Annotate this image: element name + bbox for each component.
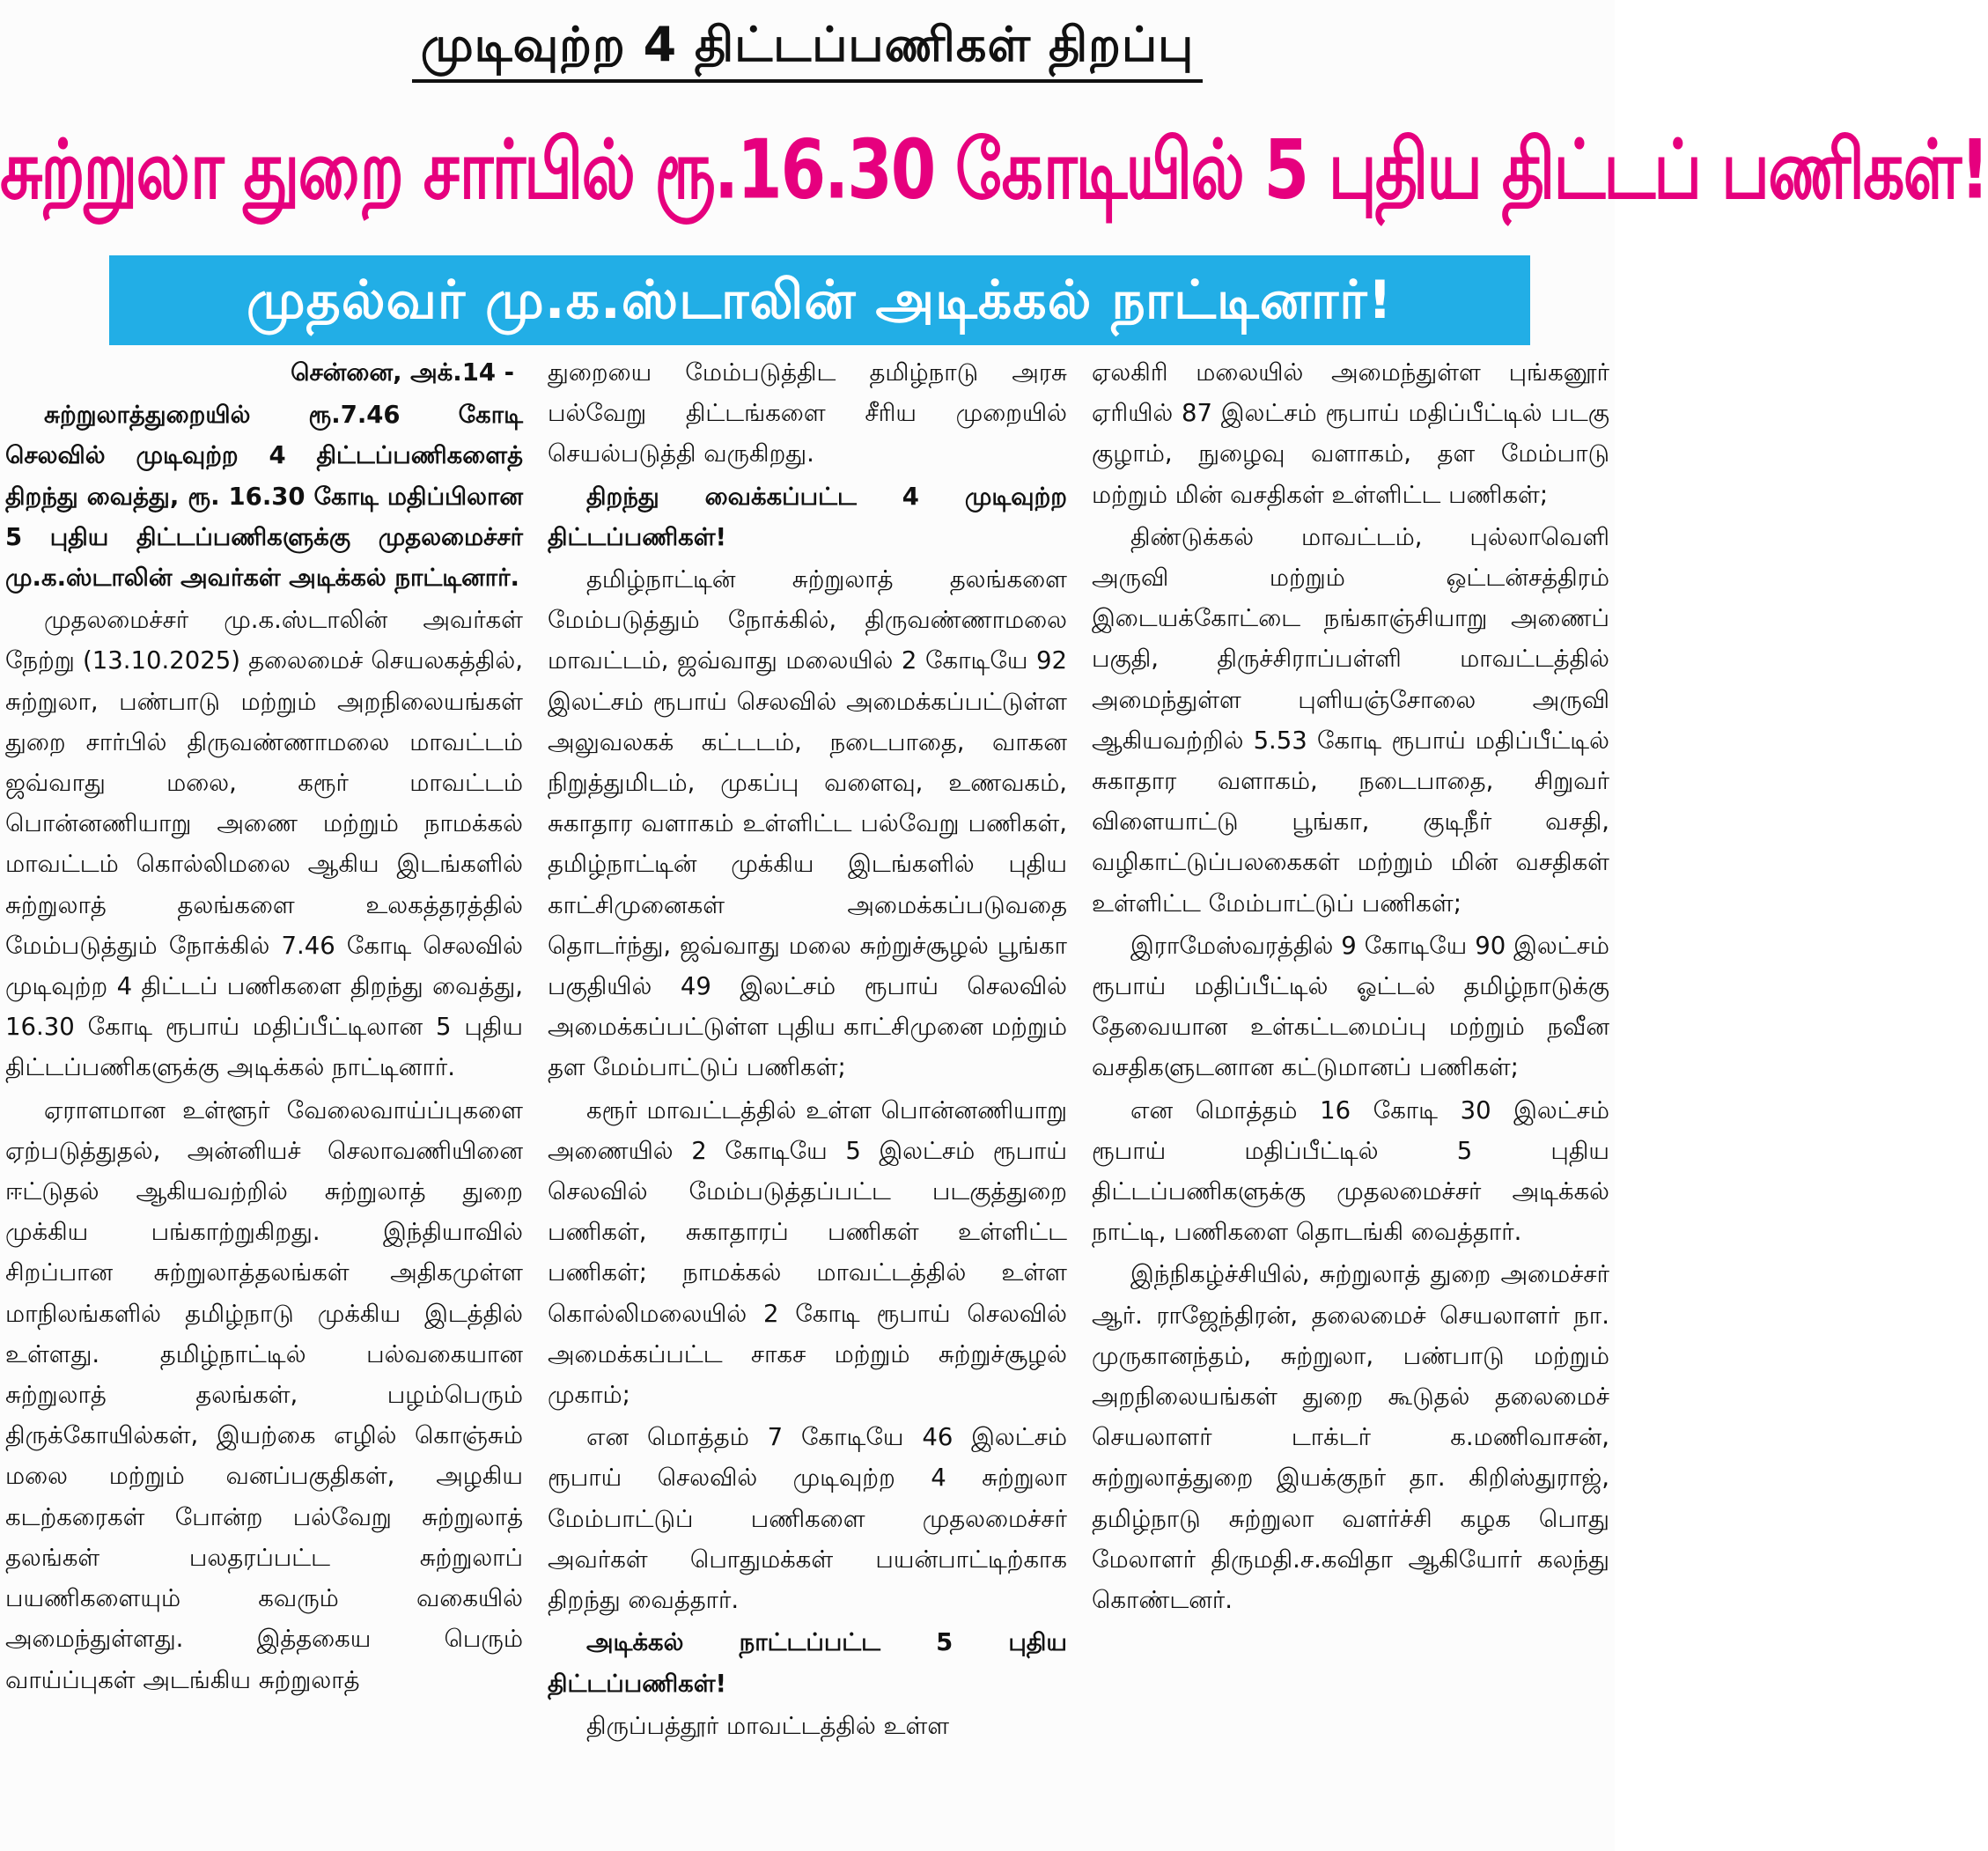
kicker-headline: முடிவுற்ற 4 திட்டப்பணிகள் திறப்பு	[412, 12, 1204, 83]
paragraph: இந்நிகழ்ச்சியில், சுற்றுலாத் துறை அமைச்சர் ஆர். ராஜேந்திரன், தலைமைச் செயலாளர் நா. முருகானந்தம், சுற்றுலா, பண்பாடு மற்றும் அறநிலையங்கள் துறை கூடுதல் தலைமைச் செயலாளர் டாக்டர் க.மணிவாசன், சுற்றுலாத்துறை இயக்குநர் தா. கிறிஸ்துராஜ், தமிழ்நாடு சுற்றுலா வளர்ச்சி கழக பொது மேலாளர் திருமதி.ச.கவிதா ஆகியோர் கலந்து கொண்டனர்.	[1092, 1260, 1609, 1615]
paragraph: கரூர் மாவட்டத்தில் உள்ள பொன்னணியாறு அணையில் 2 கோடியே 5 இலட்சம் ரூபாய் செலவில் மேம்படுத்தப்பட்ட படகுத்துறை பணிகள், சுகாதாரப் பணிகள் உள்ளிட்ட பணிகள்; நாமக்கல் மாவட்டத்தில் உள்ள கொல்லிமலையில் 2 கோடி ரூபாய் செலவில் அமைக்கப்பட்ட சாகச மற்றும் சுற்றுச்சூழல் முகாம்;	[548, 1095, 1067, 1410]
paragraph: முதலமைச்சர் மு.க.ஸ்டாலின் அவர்கள் நேற்று (13.10.2025) தலைமைச் செயலகத்தில், சுற்றுலா, பண்பாடு மற்றும் அறநிலையங்கள் துறை சார்பில் திருவண்ணாமலை மாவட்டம் ஜவ்வாது மலை, கரூர் மாவட்டம் பொன்னணியாறு அணை மற்றும் நாமக்கல் மாவட்டம் கொல்லிமலை ஆகிய இடங்களில் சுற்றுலாத் தலங்களை உலகத்தரத்தில் மேம்படுத்தும் நோக்கில் 7.46 கோடி செலவில் முடிவுற்ற 4 திட்டப் பணிகளை திறந்து வைத்து, 16.30 கோடி ரூபாய் மதிப்பீட்டிலான 5 புதிய திட்டப்பணிகளுக்கு அடிக்கல் நாட்டினார்.	[5, 606, 523, 1082]
paragraph: ஏலகிரி மலையில் அமைந்துள்ள புங்கனூர் ஏரியில் 87 இலட்சம் ரூபாய் மதிப்பீட்டில் படகு குழாம், நுழைவு வளாகம், தள மேம்பாடு மற்றும் மின் வசதிகள் உள்ளிட்ட பணிகள்;	[1092, 358, 1609, 509]
paragraph: என மொத்தம் 16 கோடி 30 இலட்சம் ரூபாய் மதிப்பீட்டில் 5 புதிய திட்டப்பணிகளுக்கு முதலமைச்சர் அடிக்கல் நாட்டி, பணிகளை தொடங்கி வைத்தார்.	[1092, 1095, 1609, 1247]
section-subheading: அடிக்கல் நாட்டப்பட்ட 5 புதிய திட்டப்பணிகள்!	[548, 1628, 1067, 1698]
paragraph: என மொத்தம் 7 கோடியே 46 இலட்சம் ரூபாய் செலவில் முடிவுற்ற 4 சுற்றுலா மேம்பாட்டுப் பணிகளை முதலமைச்சர் அவர்கள் பொதுமக்கள் பயன்பாட்டிற்காக திறந்து வைத்தார்.	[548, 1423, 1067, 1615]
paragraph: ஏராளமான உள்ளூர் வேலைவாய்ப்புகளை ஏற்படுத்துதல், அன்னியச் செலாவணியினை ஈட்டுதல் ஆகியவற்றில் சுற்றுலாத் துறை முக்கிய பங்காற்றுகிறது. இந்தியாவில் சிறப்பான சுற்றுலாத்தலங்கள் அதிகமுள்ள மாநிலங்களில் தமிழ்நாடு முக்கிய இடத்தில் உள்ளது. தமிழ்நாட்டில் பல்வகையான சுற்றுலாத் தலங்கள், பழம்பெரும் திருக்கோயில்கள், இயற்கை எழில் கொஞ்சும் மலை மற்றும் வனப்பகுதிகள், அழகிய கடற்கரைகள் போன்ற பல்வேறு சுற்றுலாத் தலங்கள் பலதரப்பட்ட சுற்றுலாப் பயணிகளையும் கவரும் வகையில் அமைந்துள்ளது. இத்தகைய பெரும் வாய்ப்புகள் அடங்கிய சுற்றுலாத்	[5, 1095, 523, 1694]
article-column-3	[1092, 352, 1609, 1844]
paragraph: இராமேஸ்வரத்தில் 9 கோடியே 90 இலட்சம் ரூபாய் மதிப்பீட்டில் ஓட்டல் தமிழ்நாடுக்கு தேவையான உள்கட்டமைப்பு மற்றும் நவீன வசதிகளுடனான கட்டுமானப் பணிகள்;	[1092, 931, 1609, 1082]
dateline: சென்னை, அக்.14 -	[291, 358, 514, 387]
paragraph: தமிழ்நாட்டின் சுற்றுலாத் தலங்களை மேம்படுத்தும் நோக்கில், திருவண்ணாமலை மாவட்டம், ஜவ்வாது மலையில் 2 கோடியே 92 இலட்சம் ரூபாய் செலவில் அமைக்கப்பட்டுள்ள அலுவலகக் கட்டடம், நடைபாதை, வாகன நிறுத்துமிடம், முகப்பு வளைவு, உணவகம், சுகாதார வளாகம் உள்ளிட்ட பல்வேறு பணிகள், தமிழ்நாட்டின் முக்கிய இடங்களில் புதிய காட்சிமுனைகள் அமைக்கப்படுவதை தொடர்ந்து, ஜவ்வாது மலை சுற்றுச்சூழல் பூங்கா பகுதியில் 49 இலட்சம் ரூபாய் செலவில் அமைக்கப்பட்டுள்ள புதிய காட்சிமுனை மற்றும் தள மேம்பாட்டுப் பணிகள்;	[548, 565, 1067, 1082]
section-subheading: திறந்து வைக்கப்பட்ட 4 முடிவுற்ற திட்டப்பணிகள்!	[548, 482, 1067, 551]
paragraph: துறையை மேம்படுத்திட தமிழ்நாடு அரசு பல்வேறு திட்டங்களை சீரிய முறையில் செயல்படுத்தி வருகிறது.	[548, 358, 1067, 468]
main-headline: சுற்றுலா துறை சார்பில் ரூ.16.30 கோடியில் 5 புதிய திட்டப் பணிகள்!	[0, 122, 1988, 218]
paragraph: திண்டுக்கல் மாவட்டம், புல்லாவெளி அருவி மற்றும் ஒட்டன்சத்திரம் இடையக்கோட்டை நங்காஞ்சியாறு அணைப் பகுதி, திருச்சிராப்பள்ளி மாவட்டத்தில் அமைந்துள்ள புளியஞ்சோலை அருவி ஆகியவற்றில் 5.53 கோடி ரூபாய் மதிப்பீட்டில் சுகாதார வளாகம், நடைபாதை, சிறுவர் விளையாட்டு பூங்கா, குடிநீர் வசதி, வழிகாட்டுப்பலகைகள் மற்றும் மின் வசதிகள் உள்ளிட்ட மேம்பாட்டுப் பணிகள்;	[1092, 522, 1609, 918]
lead-paragraph: சுற்றுலாத்துறையில் ரூ.7.46 கோடி செலவில் முடிவுற்ற 4 திட்டப்பணிகளைத் திறந்து வைத்து, ரூ. 16.30 கோடி மதிப்பிலான 5 புதிய திட்டப்பணிகளுக்கு முதலமைச்சர் மு.க.ஸ்டாலின் அவர்கள் அடிக்கல் நாட்டினார்.	[5, 401, 523, 593]
subheadline-banner	[109, 255, 1530, 345]
article-column-2	[548, 352, 1067, 1844]
article-column-1	[5, 352, 523, 1844]
subheadline-text: முதல்வர் மு.க.ஸ்டாலின் அடிக்கல் நாட்டினார்!	[247, 269, 1393, 331]
kicker-container	[0, 12, 1615, 83]
paragraph: திருப்பத்தூர் மாவட்டத்தில் உள்ள	[586, 1711, 950, 1740]
